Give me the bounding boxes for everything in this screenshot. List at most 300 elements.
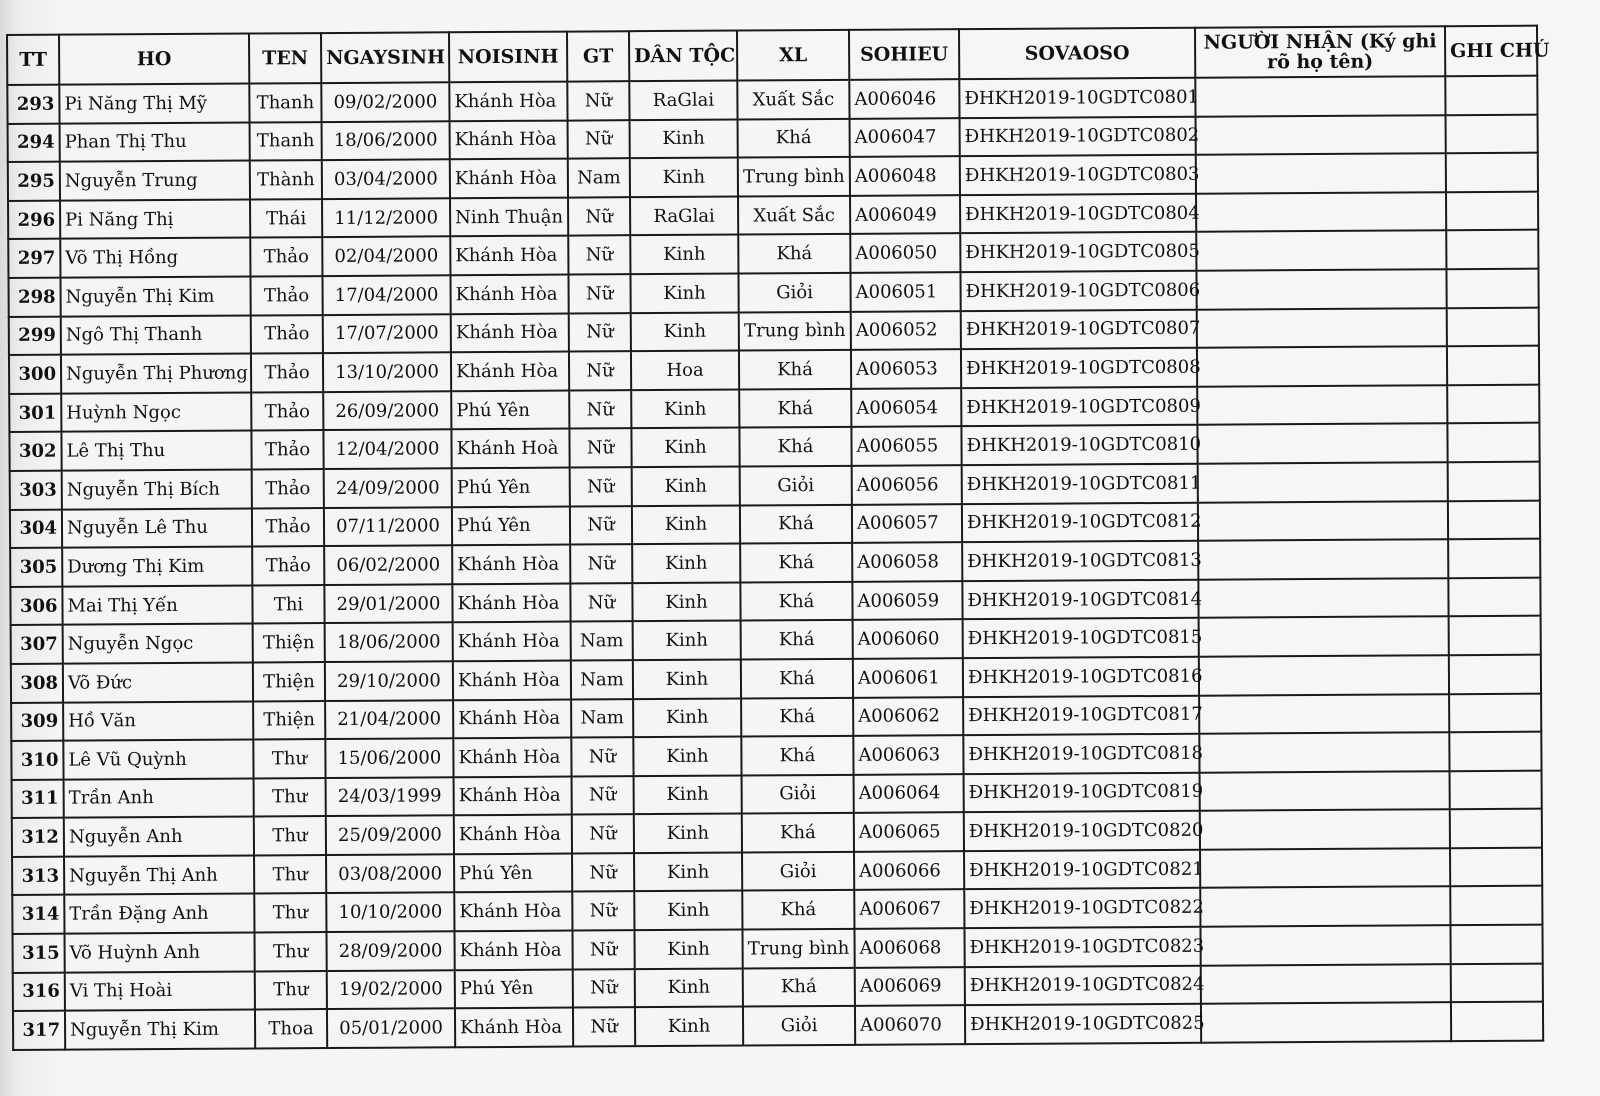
cell-signature xyxy=(1196,192,1446,232)
cell-sohieu: A006047 xyxy=(850,118,960,157)
cell-dantoc: Kinh xyxy=(634,775,742,814)
cell-ten: Thư xyxy=(254,778,326,817)
cell-gt: Nữ xyxy=(571,737,633,776)
cell-sohieu: A006067 xyxy=(854,890,964,929)
cell-ho: Nguyễn Thị Anh xyxy=(64,855,254,895)
cell-ngaysinh: 15/06/2000 xyxy=(325,738,453,777)
cell-gt: Nữ xyxy=(572,853,634,892)
cell-sohieu: A006056 xyxy=(852,465,962,504)
cell-ten: Thư xyxy=(255,971,327,1010)
cell-tt: 311 xyxy=(12,779,64,818)
cell-note xyxy=(1451,1002,1543,1041)
cell-tt: 305 xyxy=(10,548,62,587)
cell-ngaysinh: 18/06/2000 xyxy=(325,623,453,662)
cell-tt: 307 xyxy=(11,625,63,664)
cell-note xyxy=(1451,963,1543,1002)
cell-xl: Khá xyxy=(741,659,853,698)
cell-noisinh: Khánh Hòa xyxy=(449,82,567,121)
cell-dantoc: Kinh xyxy=(632,544,740,583)
cell-ho: Phan Thị Thu xyxy=(60,122,250,162)
col-gt-header: GT xyxy=(567,31,629,81)
cell-sohieu: A006060 xyxy=(853,619,963,658)
cell-gt: Nữ xyxy=(569,429,631,468)
cell-ngaysinh: 19/02/2000 xyxy=(327,970,455,1009)
cell-sovaoso: ĐHKH2019-10GDTC0805 xyxy=(960,232,1196,272)
cell-sovaoso: ĐHKH2019-10GDTC0810 xyxy=(961,425,1197,465)
cell-noisinh: Khánh Hòa xyxy=(454,892,572,931)
cell-gt: Nữ xyxy=(573,969,635,1008)
col-nguoinhan-header xyxy=(1195,26,1445,78)
cell-xl: Khá xyxy=(740,504,852,543)
cell-signature xyxy=(1198,462,1448,502)
cell-ten: Thảo xyxy=(250,237,322,276)
cell-ho: Nguyễn Lê Thu xyxy=(62,508,252,548)
cell-sohieu: A006062 xyxy=(853,697,963,736)
cell-dantoc: Kinh xyxy=(630,158,738,197)
cell-ngaysinh: 21/04/2000 xyxy=(325,700,453,739)
cell-signature xyxy=(1198,578,1448,618)
cell-sohieu: A006055 xyxy=(851,427,961,466)
cell-sovaoso: ĐHKH2019-10GDTC0824 xyxy=(965,965,1201,1005)
cell-xl: Giỏi xyxy=(743,1006,855,1045)
cell-ho: Lê Vũ Quỳnh xyxy=(63,740,253,780)
cell-note xyxy=(1449,693,1541,732)
cell-xl: Khá xyxy=(740,543,852,582)
cell-tt: 310 xyxy=(11,741,63,780)
cell-xl: Khá xyxy=(741,620,853,659)
cell-noisinh: Khánh Hòa xyxy=(453,699,571,738)
cell-sohieu: A006046 xyxy=(849,79,959,118)
cell-signature xyxy=(1199,617,1449,657)
cell-dantoc: Kinh xyxy=(634,852,742,891)
cell-sovaoso: ĐHKH2019-10GDTC0801 xyxy=(959,78,1195,118)
cell-note xyxy=(1446,191,1538,230)
cell-dantoc: Kinh xyxy=(632,466,740,505)
cell-ngaysinh: 03/08/2000 xyxy=(326,854,454,893)
cell-ten: Thảo xyxy=(252,546,324,585)
cell-dantoc: Kinh xyxy=(631,312,739,351)
cell-xl: Giỏi xyxy=(740,466,852,505)
cell-signature xyxy=(1199,732,1449,772)
cell-dantoc: Kinh xyxy=(630,235,738,274)
cell-gt: Nữ xyxy=(570,544,632,583)
cell-xl: Trung bình xyxy=(738,157,850,196)
cell-note xyxy=(1446,114,1538,153)
diploma-roster-table xyxy=(6,25,1550,1051)
cell-ngaysinh: 12/04/2000 xyxy=(323,430,451,469)
cell-ten: Thư xyxy=(254,894,326,933)
cell-ho: Võ Thị Hồng xyxy=(60,238,250,278)
cell-note xyxy=(1446,153,1538,192)
cell-signature xyxy=(1196,153,1446,193)
cell-dantoc: Kinh xyxy=(633,698,741,737)
cell-ngaysinh: 26/09/2000 xyxy=(323,391,451,430)
cell-signature xyxy=(1199,694,1449,734)
cell-ngaysinh: 18/06/2000 xyxy=(322,121,450,160)
cell-gt: Nữ xyxy=(573,1007,635,1046)
cell-ho: Trần Anh xyxy=(64,778,254,818)
cell-sovaoso: ĐHKH2019-10GDTC0808 xyxy=(961,348,1197,388)
cell-gt: Nữ xyxy=(569,351,631,390)
cell-tt: 317 xyxy=(13,1011,65,1050)
cell-sohieu: A006051 xyxy=(850,272,960,311)
cell-sovaoso: ĐHKH2019-10GDTC0814 xyxy=(962,579,1198,619)
cell-noisinh: Khánh Hoà xyxy=(451,429,569,468)
cell-sohieu: A006070 xyxy=(855,1005,965,1044)
cell-gt: Nam xyxy=(571,621,633,660)
cell-xl: Trung bình xyxy=(742,929,854,968)
col-sohieu-header: SOHIEU xyxy=(849,29,959,80)
cell-tt: 316 xyxy=(13,972,65,1011)
cell-ho: Ngô Thị Thanh xyxy=(61,315,251,355)
cell-sohieu: A006048 xyxy=(850,156,960,195)
col-ghichu-header: GHI CHÚ xyxy=(1445,26,1537,77)
cell-ho: Nguyễn Thị Kim xyxy=(60,276,250,316)
cell-ngaysinh: 05/01/2000 xyxy=(327,1009,455,1048)
cell-ten: Thảo xyxy=(250,276,322,315)
cell-xl: Khá xyxy=(742,890,854,929)
cell-tt: 295 xyxy=(8,162,60,201)
cell-dantoc: Kinh xyxy=(630,119,738,158)
cell-dantoc: Kinh xyxy=(635,968,743,1007)
cell-ten: Thư xyxy=(254,932,326,971)
cell-noisinh: Khánh Hòa xyxy=(450,120,568,159)
cell-ngaysinh: 11/12/2000 xyxy=(322,198,450,237)
cell-gt: Nữ xyxy=(572,930,634,969)
cell-dantoc: RaGlai xyxy=(630,196,738,235)
cell-signature xyxy=(1196,269,1446,309)
cell-sovaoso: ĐHKH2019-10GDTC0809 xyxy=(961,386,1197,426)
cell-ho: Nguyễn Anh xyxy=(64,817,254,857)
cell-signature xyxy=(1196,115,1446,155)
cell-ngaysinh: 24/09/2000 xyxy=(324,468,452,507)
cell-dantoc: Kinh xyxy=(635,1007,743,1046)
cell-noisinh: Khánh Hòa xyxy=(454,815,572,854)
cell-sovaoso: ĐHKH2019-10GDTC0804 xyxy=(960,194,1196,234)
cell-ho: Dương Thị Kim xyxy=(62,547,252,587)
cell-noisinh: Khánh Hòa xyxy=(453,660,571,699)
cell-sovaoso: ĐHKH2019-10GDTC0816 xyxy=(963,657,1199,697)
cell-note xyxy=(1445,76,1537,115)
cell-note xyxy=(1448,577,1540,616)
cell-ho: Huỳnh Ngọc xyxy=(61,392,251,432)
cell-dantoc: Kinh xyxy=(631,428,739,467)
cell-sohieu: A006049 xyxy=(850,195,960,234)
cell-sohieu: A006058 xyxy=(852,542,962,581)
cell-sohieu: A006057 xyxy=(852,504,962,543)
cell-xl: Khá xyxy=(741,736,853,775)
cell-signature xyxy=(1201,1002,1451,1042)
cell-tt: 304 xyxy=(10,509,62,548)
cell-note xyxy=(1447,384,1539,423)
cell-signature xyxy=(1197,308,1447,348)
cell-ten: Thiện xyxy=(253,662,325,701)
cell-sovaoso: ĐHKH2019-10GDTC0815 xyxy=(963,618,1199,658)
cell-tt: 306 xyxy=(10,586,62,625)
cell-ngaysinh: 28/09/2000 xyxy=(326,931,454,970)
cell-gt: Nữ xyxy=(568,120,630,159)
cell-ngaysinh: 02/04/2000 xyxy=(322,237,450,276)
cell-tt: 296 xyxy=(8,200,60,239)
cell-noisinh: Phú Yên xyxy=(455,969,573,1008)
cell-ten: Thư xyxy=(254,816,326,855)
cell-signature xyxy=(1200,809,1450,849)
cell-ten: Thảo xyxy=(251,392,323,431)
cell-sovaoso: ĐHKH2019-10GDTC0822 xyxy=(964,888,1200,928)
cell-tt: 313 xyxy=(12,857,64,896)
cell-ho: Nguyễn Thị Phương xyxy=(61,354,251,394)
cell-xl: Giỏi xyxy=(742,775,854,814)
col-nguoinhan-line1: NGƯỜI NHẬN (Ký ghi xyxy=(1203,30,1437,54)
cell-tt: 294 xyxy=(8,123,60,162)
cell-gt: Nữ xyxy=(570,583,632,622)
cell-sovaoso: ĐHKH2019-10GDTC0803 xyxy=(960,155,1196,195)
cell-signature xyxy=(1201,964,1451,1004)
cell-sovaoso: ĐHKH2019-10GDTC0823 xyxy=(964,927,1200,967)
cell-sohieu: A006053 xyxy=(851,349,961,388)
cell-signature xyxy=(1198,501,1448,541)
cell-ho: Hồ Văn xyxy=(63,701,253,741)
cell-sohieu: A006052 xyxy=(851,311,961,350)
cell-sohieu: A006063 xyxy=(853,735,963,774)
cell-noisinh: Phú Yên xyxy=(452,506,570,545)
cell-noisinh: Khánh Hòa xyxy=(451,352,569,391)
cell-gt: Nữ xyxy=(568,197,630,236)
cell-sovaoso: ĐHKH2019-10GDTC0819 xyxy=(964,772,1200,812)
cell-dantoc: Kinh xyxy=(633,737,741,776)
cell-ten: Thanh xyxy=(249,83,321,122)
cell-ngaysinh: 13/10/2000 xyxy=(323,352,451,391)
cell-dantoc: Kinh xyxy=(634,930,742,969)
cell-note xyxy=(1449,655,1541,694)
cell-ten: Thi xyxy=(252,585,324,624)
cell-ngaysinh: 10/10/2000 xyxy=(326,893,454,932)
cell-xl: Khá xyxy=(738,234,850,273)
cell-gt: Nữ xyxy=(567,81,629,120)
cell-xl: Khá xyxy=(739,350,851,389)
col-nguoinhan-line2: rõ họ tên) xyxy=(1267,50,1374,74)
cell-ho: Nguyễn Ngọc xyxy=(63,624,253,664)
cell-signature xyxy=(1199,655,1449,695)
cell-ngaysinh: 29/01/2000 xyxy=(324,584,452,623)
cell-sovaoso: ĐHKH2019-10GDTC0806 xyxy=(960,271,1196,311)
cell-signature xyxy=(1197,424,1447,464)
cell-gt: Nữ xyxy=(570,467,632,506)
cell-signature xyxy=(1200,771,1450,811)
cell-xl: Khá xyxy=(743,967,855,1006)
cell-xl: Xuất Sắc xyxy=(738,196,850,235)
cell-ngaysinh: 17/04/2000 xyxy=(322,275,450,314)
cell-ten: Thảo xyxy=(251,353,323,392)
cell-dantoc: Hoa xyxy=(631,351,739,390)
col-tt-header: TT xyxy=(7,35,59,85)
cell-gt: Nữ xyxy=(572,814,634,853)
cell-tt: 308 xyxy=(11,664,63,703)
cell-dantoc: Kinh xyxy=(632,582,740,621)
cell-tt: 297 xyxy=(8,239,60,278)
cell-noisinh: Khánh Hòa xyxy=(453,738,571,777)
cell-sohieu: A006059 xyxy=(852,581,962,620)
cell-noisinh: Phú Yên xyxy=(454,853,572,892)
cell-noisinh: Khánh Hòa xyxy=(451,313,569,352)
cell-noisinh: Khánh Hòa xyxy=(450,275,568,314)
cell-gt: Nam xyxy=(571,660,633,699)
cell-dantoc: Kinh xyxy=(630,273,738,312)
cell-ho: Vi Thị Hoài xyxy=(65,971,255,1011)
cell-note xyxy=(1449,732,1541,771)
cell-sovaoso: ĐHKH2019-10GDTC0825 xyxy=(965,1004,1201,1044)
cell-sohieu: A006065 xyxy=(854,812,964,851)
cell-gt: Nam xyxy=(571,699,633,738)
cell-signature xyxy=(1197,385,1447,425)
roster-body xyxy=(7,76,1543,1050)
cell-noisinh: Khánh Hòa xyxy=(454,931,572,970)
cell-sovaoso: ĐHKH2019-10GDTC0802 xyxy=(960,116,1196,156)
cell-signature xyxy=(1200,925,1450,965)
cell-dantoc: Kinh xyxy=(633,659,741,698)
cell-gt: Nữ xyxy=(570,506,632,545)
cell-sovaoso: ĐHKH2019-10GDTC0818 xyxy=(963,734,1199,774)
cell-sovaoso: ĐHKH2019-10GDTC0817 xyxy=(963,695,1199,735)
cell-signature xyxy=(1195,76,1445,116)
cell-xl: Giỏi xyxy=(742,852,854,891)
cell-xl: Giỏi xyxy=(738,273,850,312)
cell-ho: Nguyễn Thị Kim xyxy=(65,1010,255,1050)
cell-sohieu: A006050 xyxy=(850,234,960,273)
cell-tt: 301 xyxy=(9,393,61,432)
cell-ten: Thảo xyxy=(252,508,324,547)
cell-dantoc: Kinh xyxy=(632,505,740,544)
cell-signature xyxy=(1200,887,1450,927)
cell-ho: Mai Thị Yến xyxy=(62,585,252,625)
cell-signature xyxy=(1196,231,1446,271)
cell-tt: 303 xyxy=(10,471,62,510)
cell-ten: Thảo xyxy=(251,315,323,354)
cell-ten: Thoa xyxy=(255,1009,327,1048)
cell-ho: Nguyễn Trung xyxy=(60,161,250,201)
cell-note xyxy=(1446,269,1538,308)
cell-noisinh: Phú Yên xyxy=(451,390,569,429)
cell-ngaysinh: 29/10/2000 xyxy=(325,661,453,700)
cell-sohieu: A006061 xyxy=(853,658,963,697)
cell-note xyxy=(1450,925,1542,964)
cell-note xyxy=(1448,539,1540,578)
cell-ngaysinh: 24/03/1999 xyxy=(326,777,454,816)
cell-ho: Nguyễn Thị Bích xyxy=(62,469,252,509)
cell-tt: 302 xyxy=(9,432,61,471)
cell-ngaysinh: 07/11/2000 xyxy=(324,507,452,546)
cell-dantoc: Kinh xyxy=(631,389,739,428)
cell-gt: Nam xyxy=(568,158,630,197)
cell-ten: Thảo xyxy=(252,469,324,508)
cell-dantoc: Kinh xyxy=(633,621,741,660)
col-dantoc-header: DÂN TỘC xyxy=(629,31,737,82)
cell-sohieu: A006069 xyxy=(855,967,965,1006)
cell-gt: Nữ xyxy=(568,236,630,275)
cell-xl: Khá xyxy=(740,582,852,621)
cell-noisinh: Ninh Thuận xyxy=(450,197,568,236)
cell-tt: 315 xyxy=(12,934,64,973)
cell-dantoc: Kinh xyxy=(634,814,742,853)
cell-tt: 314 xyxy=(12,895,64,934)
cell-sovaoso: ĐHKH2019-10GDTC0821 xyxy=(964,850,1200,890)
cell-ho: Võ Huỳnh Anh xyxy=(64,933,254,973)
cell-ten: Thái xyxy=(250,199,322,238)
cell-note xyxy=(1447,346,1539,385)
cell-note xyxy=(1448,500,1540,539)
cell-note xyxy=(1450,886,1542,925)
cell-tt: 312 xyxy=(12,818,64,857)
cell-sovaoso: ĐHKH2019-10GDTC0813 xyxy=(962,541,1198,581)
cell-sohieu: A006064 xyxy=(854,774,964,813)
table-row xyxy=(13,1002,1543,1050)
cell-ngaysinh: 25/09/2000 xyxy=(326,816,454,855)
cell-sovaoso: ĐHKH2019-10GDTC0812 xyxy=(962,502,1198,542)
cell-noisinh: Khánh Hòa xyxy=(450,236,568,275)
cell-tt: 298 xyxy=(8,278,60,317)
cell-noisinh: Khánh Hòa xyxy=(453,622,571,661)
cell-noisinh: Phú Yên xyxy=(452,468,570,507)
cell-noisinh: Khánh Hòa xyxy=(454,776,572,815)
cell-ten: Thư xyxy=(253,739,325,778)
cell-sohieu: A006068 xyxy=(854,928,964,967)
cell-gt: Nữ xyxy=(572,776,634,815)
cell-gt: Nữ xyxy=(569,313,631,352)
cell-ten: Thanh xyxy=(250,122,322,161)
cell-ten: Thành xyxy=(250,160,322,199)
col-noisinh-header: NOISINH xyxy=(449,32,567,83)
cell-gt: Nữ xyxy=(572,892,634,931)
col-ten-header: TEN xyxy=(249,33,321,83)
cell-sovaoso: ĐHKH2019-10GDTC0811 xyxy=(962,464,1198,504)
cell-ho: Lê Thị Thu xyxy=(61,431,251,471)
cell-dantoc: RaGlai xyxy=(629,81,737,120)
cell-sohieu: A006054 xyxy=(851,388,961,427)
cell-xl: Trung bình xyxy=(739,311,851,350)
cell-gt: Nữ xyxy=(568,274,630,313)
cell-xl: Khá xyxy=(739,389,851,428)
cell-tt: 300 xyxy=(9,355,61,394)
cell-xl: Khá xyxy=(741,697,853,736)
cell-ten: Thư xyxy=(254,855,326,894)
col-ho-header: HO xyxy=(59,34,249,85)
cell-note xyxy=(1447,307,1539,346)
cell-ngaysinh: 06/02/2000 xyxy=(324,545,452,584)
cell-note xyxy=(1450,848,1542,887)
cell-dantoc: Kinh xyxy=(634,891,742,930)
cell-ten: Thiện xyxy=(253,623,325,662)
cell-note xyxy=(1450,809,1542,848)
col-sovaoso-header: SOVAOSO xyxy=(959,28,1195,79)
cell-note xyxy=(1447,423,1539,462)
cell-sovaoso: ĐHKH2019-10GDTC0807 xyxy=(961,309,1197,349)
col-xl-header: XL xyxy=(737,30,849,81)
cell-xl: Khá xyxy=(738,118,850,157)
cell-ho: Trần Đặng Anh xyxy=(64,894,254,934)
cell-tt: 309 xyxy=(11,702,63,741)
cell-note xyxy=(1448,462,1540,501)
cell-ho: Pi Năng Thị xyxy=(60,199,250,239)
cell-noisinh: Khánh Hòa xyxy=(452,583,570,622)
cell-xl: Khá xyxy=(739,427,851,466)
cell-noisinh: Khánh Hòa xyxy=(450,159,568,198)
cell-ten: Thảo xyxy=(251,430,323,469)
cell-ngaysinh: 09/02/2000 xyxy=(321,82,449,121)
col-ngaysinh-header: NGAYSINH xyxy=(321,32,449,83)
cell-signature xyxy=(1200,848,1450,888)
cell-sovaoso: ĐHKH2019-10GDTC0820 xyxy=(964,811,1200,851)
cell-note xyxy=(1446,230,1538,269)
